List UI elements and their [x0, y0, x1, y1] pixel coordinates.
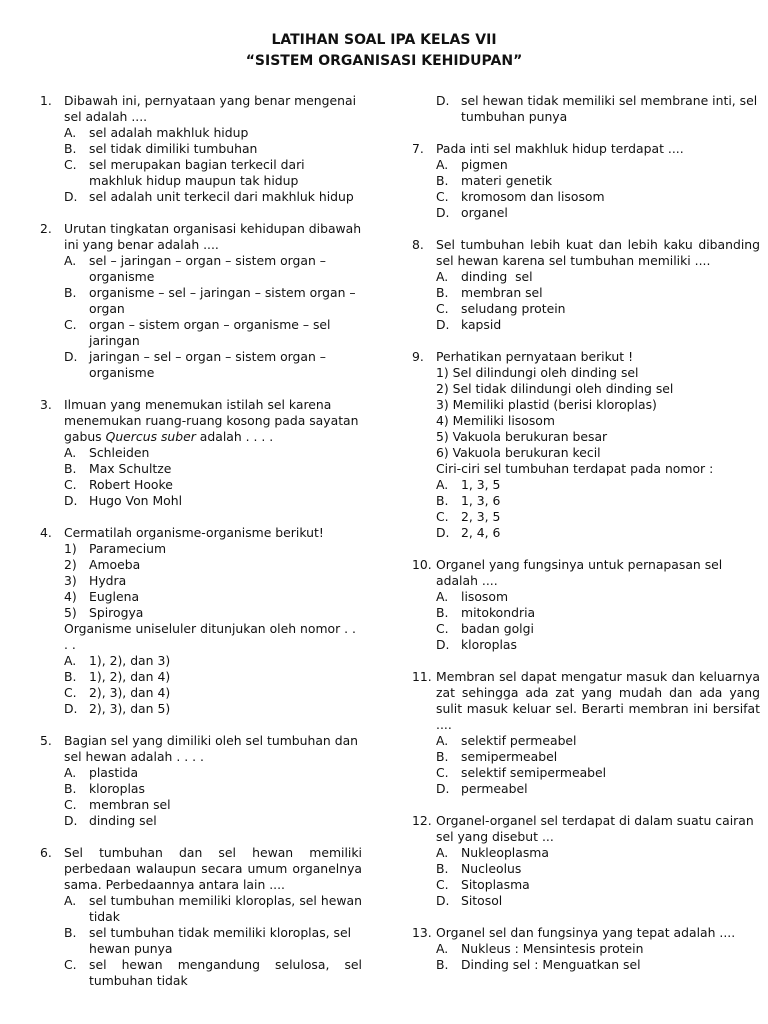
option-b: B. Max Schultze — [64, 461, 172, 476]
option-b: B. kloroplas — [64, 781, 145, 796]
list-item: 1) Paramecium — [64, 541, 167, 556]
option-a: A. lisosom — [436, 589, 509, 604]
option-c: C. selektif semipermeabel — [436, 765, 607, 780]
option-b: B. materi genetik — [436, 173, 553, 188]
statement-item: 1) Sel dilindungi oleh dinding sel — [436, 365, 639, 380]
question-12 — [412, 813, 760, 909]
option-b: B. organisme – sel – jaringan – sistem organ – organ — [64, 285, 356, 316]
option-a: A. dinding sel — [436, 269, 533, 284]
question-6 — [40, 845, 362, 989]
option-c: C. organ – sistem organ – organisme – sel jaringan — [64, 317, 331, 348]
option-a: A. 1), 2), dan 3) — [64, 653, 171, 668]
option-a: A. sel – jaringan – organ – sistem organ – organisme — [64, 253, 326, 284]
option-d: D. jaringan – sel – organ – sistem organ – organisme — [64, 349, 326, 380]
option-c: C. 2, 3, 5 — [436, 509, 501, 524]
question-number: 5. — [40, 733, 52, 748]
option-d: D. dinding sel — [64, 813, 157, 828]
option-b: B. sel tumbuhan tidak memiliki kloroplas, sel hewan punya — [64, 925, 352, 956]
question-number: 4. — [40, 525, 52, 540]
list-item: 2) Amoeba — [64, 557, 141, 572]
question-number: 12. — [412, 813, 432, 828]
question-text: Urutan tingkatan organisasi kehidupan dibawah ini yang benar adalah .... — [64, 221, 362, 252]
question-text: Cermatilah organisme-organisme berikut! — [64, 525, 324, 540]
right-column — [412, 93, 760, 989]
question-3 — [40, 397, 362, 509]
option-c: C. kromosom dan lisosom — [436, 189, 605, 204]
option-a: A. selektif permeabel — [436, 733, 577, 748]
option-b: B. Nucleolus — [436, 861, 522, 876]
option-d: D. kapsid — [436, 317, 502, 332]
option-c: C. badan golgi — [436, 621, 534, 636]
question-text: Perhatikan pernyataan berikut ! — [436, 349, 634, 364]
statement-item: 4) Memiliki lisosom — [436, 413, 555, 428]
option-d: D. Hugo Von Mohl — [64, 493, 183, 508]
question-prompt: Ciri-ciri sel tumbuhan terdapat pada nomor : — [436, 461, 714, 476]
option-c: C. seludang protein — [436, 301, 566, 316]
option-b: B. 1), 2), dan 4) — [64, 669, 171, 684]
question-text: Organel yang fungsinya untuk pernapasan sel adalah .... — [436, 557, 723, 588]
option-c: C. membran sel — [64, 797, 171, 812]
question-number: 2. — [40, 221, 52, 236]
left-column — [40, 93, 362, 1005]
question-number: 1. — [40, 93, 52, 108]
statement-item: 6) Vakuola berukuran kecil — [436, 445, 601, 460]
option-a: A. Nukleus : Mensintesis protein — [436, 941, 644, 956]
question-text: Bagian sel yang dimiliki oleh sel tumbuhan dan sel hewan adalah . . . . — [64, 733, 359, 764]
question-9 — [412, 349, 760, 541]
option-a: A. pigmen — [436, 157, 508, 172]
question-5 — [40, 733, 362, 829]
question-number: 3. — [40, 397, 52, 412]
page-subtitle: “SISTEM ORGANISASI KEHIDUPAN” — [245, 53, 523, 69]
option-c: C. Sitoplasma — [436, 877, 530, 892]
question-number: 7. — [412, 141, 424, 156]
option-a: A. sel tumbuhan memiliki kloroplas, sel hewan tidak — [64, 893, 362, 924]
species-name: Quercus suber — [105, 429, 196, 444]
question-number: 8. — [412, 237, 424, 252]
option-a: A. Nukleoplasma — [436, 845, 549, 860]
question-text: Pada inti sel makhluk hidup terdapat .... — [436, 141, 684, 156]
question-text: Sel tumbuhan lebih kuat dan lebih kaku dibanding sel hewan karena sel tumbuhan memiliki .... — [436, 237, 760, 268]
option-d: D. Sitosol — [436, 893, 503, 908]
option-c: C. sel merupakan bagian terkecil dari makhluk hidup maupun tak hidup — [64, 157, 305, 188]
question-13 — [412, 925, 760, 973]
question-10 — [412, 557, 760, 653]
question-text: Sel tumbuhan dan sel hewan memiliki perbedaan walaupun secara umum organelnya sama. Perbedaannya antara lain .... — [64, 845, 362, 892]
question-text: Organel sel dan fungsinya yang tepat adalah .... — [436, 925, 736, 940]
list-item: 5) Spirogya — [64, 605, 144, 620]
question-7 — [412, 141, 760, 221]
option-b: B. semipermeabel — [436, 749, 558, 764]
question-1 — [40, 93, 362, 205]
question-text: Ilmuan yang menemukan istilah sel karena menemukan ruang-ruang kosong pada sayatan gabus Quercus suber adalah . . . . — [64, 397, 359, 444]
option-c: C. Robert Hooke — [64, 477, 173, 492]
question-6-continued — [412, 93, 760, 125]
statement-item: 2) Sel tidak dilindungi oleh dinding sel — [436, 381, 674, 396]
option-d: D. sel adalah unit terkecil dari makhluk hidup — [64, 189, 354, 204]
option-d: D. permeabel — [436, 781, 528, 796]
question-2 — [40, 221, 362, 381]
option-b: B. membran sel — [436, 285, 543, 300]
option-a: A. 1, 3, 5 — [436, 477, 501, 492]
question-prompt: Organisme uniseluler ditunjukan oleh nomor . . . . — [64, 621, 356, 652]
statement-item: 5) Vakuola berukuran besar — [436, 429, 608, 444]
option-b: B. mitokondria — [436, 605, 536, 620]
question-number: 13. — [412, 925, 432, 940]
option-d: D. sel hewan tidak memiliki sel membrane inti, sel tumbuhan punya — [436, 93, 758, 124]
option-b: B. Dinding sel : Menguatkan sel — [436, 957, 641, 972]
question-text: Dibawah ini, pernyataan yang benar mengenai sel adalah .... — [64, 93, 357, 124]
option-d: D. 2), 3), dan 5) — [64, 701, 171, 716]
list-item: 4) Euglena — [64, 589, 140, 604]
option-d: D. kloroplas — [436, 637, 517, 652]
option-a: A. sel adalah makhluk hidup — [64, 125, 249, 140]
question-number: 10. — [412, 557, 432, 572]
option-c: C. sel hewan mengandung selulosa, sel tumbuhan tidak — [64, 957, 362, 988]
question-text: Organel-organel sel terdapat di dalam suatu cairan sel yang disebut ... — [436, 813, 754, 844]
option-a: A. Schleiden — [64, 445, 150, 460]
page-title: LATIHAN SOAL IPA KELAS VII — [271, 32, 497, 48]
statement-item: 3) Memiliki plastid (berisi kloroplas) — [436, 397, 657, 412]
option-d: D. 2, 4, 6 — [436, 525, 501, 540]
option-b: B. sel tidak dimiliki tumbuhan — [64, 141, 258, 156]
question-11 — [412, 669, 760, 797]
option-c: C. 2), 3), dan 4) — [64, 685, 171, 700]
question-number: 11. — [412, 669, 432, 684]
question-8 — [412, 237, 760, 333]
option-a: A. plastida — [64, 765, 139, 780]
option-d: D. organel — [436, 205, 508, 220]
question-number: 9. — [412, 349, 424, 364]
question-number: 6. — [40, 845, 52, 860]
option-b: B. 1, 3, 6 — [436, 493, 501, 508]
question-4 — [40, 525, 362, 717]
list-item: 3) Hydra — [64, 573, 127, 588]
question-text: Membran sel dapat mengatur masuk dan keluarnya zat sehingga ada zat yang mudah dan ada yang sulit masuk keluar sel. Berarti membran ini bersifat .... — [436, 669, 760, 732]
